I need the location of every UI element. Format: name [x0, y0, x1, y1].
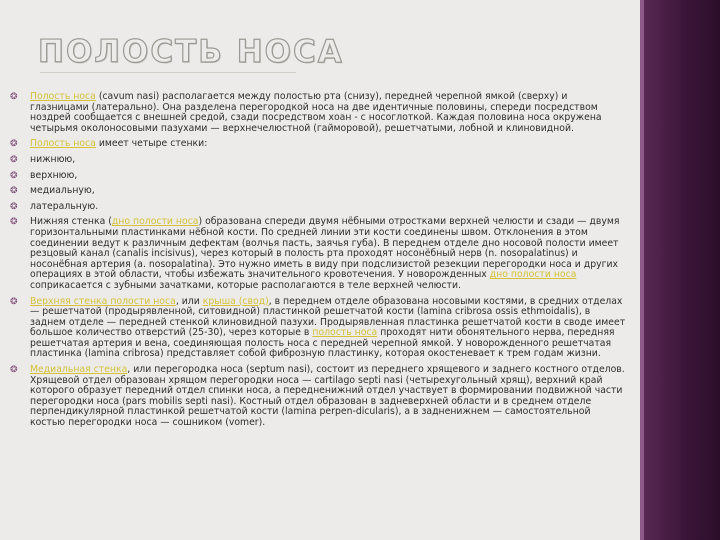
wreath-bullet-icon: ❂ [10, 201, 18, 212]
list-item [10, 217, 626, 291]
list-item [10, 186, 626, 197]
wreath-bullet-icon: ❂ [10, 170, 18, 181]
list-item [10, 155, 626, 166]
hyperlink[interactable]: дно полости носа [489, 269, 577, 281]
hyperlink[interactable]: крыша (свод) [202, 295, 269, 307]
paragraph-text: имеет четыре стенки: [95, 138, 208, 150]
paragraph-text: , в переднем отделе образована носовыми костями, в средних отделах — решетчатой (продырявленной, ситовидной) пластинкой решетчатой кости (lamina cribrosa ossis ethmoidalis), в заднем отделе — передней стенкой клиновидной пазухи. Продырявленная пластинка решетчатой кости в своде имеет большое количество отверстий (25-30), через которые в [30, 295, 626, 339]
paragraph-text: соприкасается с зубными зачатками, которые располагаются в теле верхней челюсти. [30, 279, 461, 291]
hyperlink[interactable]: дно полости носа [111, 216, 199, 228]
wreath-bullet-icon: ❂ [10, 296, 18, 307]
hyperlink[interactable]: Медиальная стенка [30, 364, 128, 376]
paragraph-text: Нижняя стенка ( [30, 216, 112, 228]
paragraph-text: латеральную. [30, 200, 99, 212]
list-item [10, 92, 626, 134]
wreath-bullet-icon: ❂ [10, 92, 18, 102]
list-item [10, 365, 626, 429]
paragraph-text: (cavum nasi) располагается между полостью рта (снизу), передней черепной ямкой (сверху) и глазницами (латерально). Она разделена перегородкой носа на две идентичные половины, спереди посредством ноздрей сообщается с внешней средой, сзади посредством хоан - с носоглоткой. Каждая половина носа окружена четырьмя околоносовыми пазухами — верхнечелюстной (гайморовой), решетчатыми, лобной и клиновидной. [30, 91, 602, 134]
list-item [10, 297, 626, 361]
list-item [10, 139, 626, 150]
wreath-bullet-icon: ❂ [10, 365, 18, 376]
wreath-bullet-icon: ❂ [10, 217, 18, 228]
wreath-bullet-icon: ❂ [10, 154, 18, 165]
title-underline [40, 72, 296, 73]
paragraph-text: проходят нити обонятельного нерва, передняя решетчатая артерия и вена, соединяющая полость носа с передней черепной ямкой. У новорожденного решетчатая пластинка (lamina cribrosa) представляет собой фиброзную пластинку, которая окостеневает к трем годам жизни. [30, 327, 615, 360]
hyperlink[interactable]: Полость носа [30, 91, 96, 102]
paragraph-text: , или перегородка носа (septum nasi), состоит из переднего хрящевого и заднего костного отделов. Хрящевой отдел образован хрящом перегородки носа — cartilago septi nasi (четырехугольный хрящ), верхний край которого образует передний отдел спинки носа, а передненижний отдел участвует в формировании подвижной части перегородки носа (pars mobilis septi nasi). Костный отдел образован в задневерхней области и в среднем отделе перпендикулярной пластинкой решетчатой кости (lamina perpen-dicularis), а в задненижнем — самостоятельной костью перегородки носа — сошником (vomer). [30, 364, 625, 429]
paragraph-text: нижнюю, [30, 153, 76, 165]
wreath-bullet-icon: ❂ [10, 139, 18, 150]
slide-title: ПОЛОСТЬ НОСА [38, 34, 344, 70]
hyperlink[interactable]: Верхняя стенка полости носа [30, 295, 176, 307]
hyperlink[interactable]: полость носа [312, 327, 378, 339]
paragraph-text: ) образована спереди двумя нёбными отростками верхней челюсти и сзади — двумя горизонтальными пластинками нёбной кости. По средней линии эти кости соединены швом. Отклонения в этом соединении ведут к различным дефектам (волчья пасть, заячья губа). В переднем отделе дно носовой полости имеет резцовый канал (canalis incisivus), через который в полость рта проходят носонёбный нерв (n. nosopalatinus) и носонёбная артерия (a. nosopalatina). Это нужно иметь в виду при подслизистой резекции перегородки носа и других операциях в этой области, чтобы избежать значительного кровотечения. У новорожденных [30, 216, 620, 281]
decorative-side-band [640, 0, 720, 540]
slide-content [10, 92, 626, 434]
hyperlink[interactable]: Полость носа [30, 138, 96, 150]
wreath-bullet-icon: ❂ [10, 186, 18, 197]
paragraph-text: медиальную, [30, 185, 95, 197]
paragraph-text: , или [175, 295, 203, 307]
paragraph-text: верхнюю, [30, 169, 78, 181]
list-item [10, 202, 626, 213]
list-item [10, 171, 626, 182]
